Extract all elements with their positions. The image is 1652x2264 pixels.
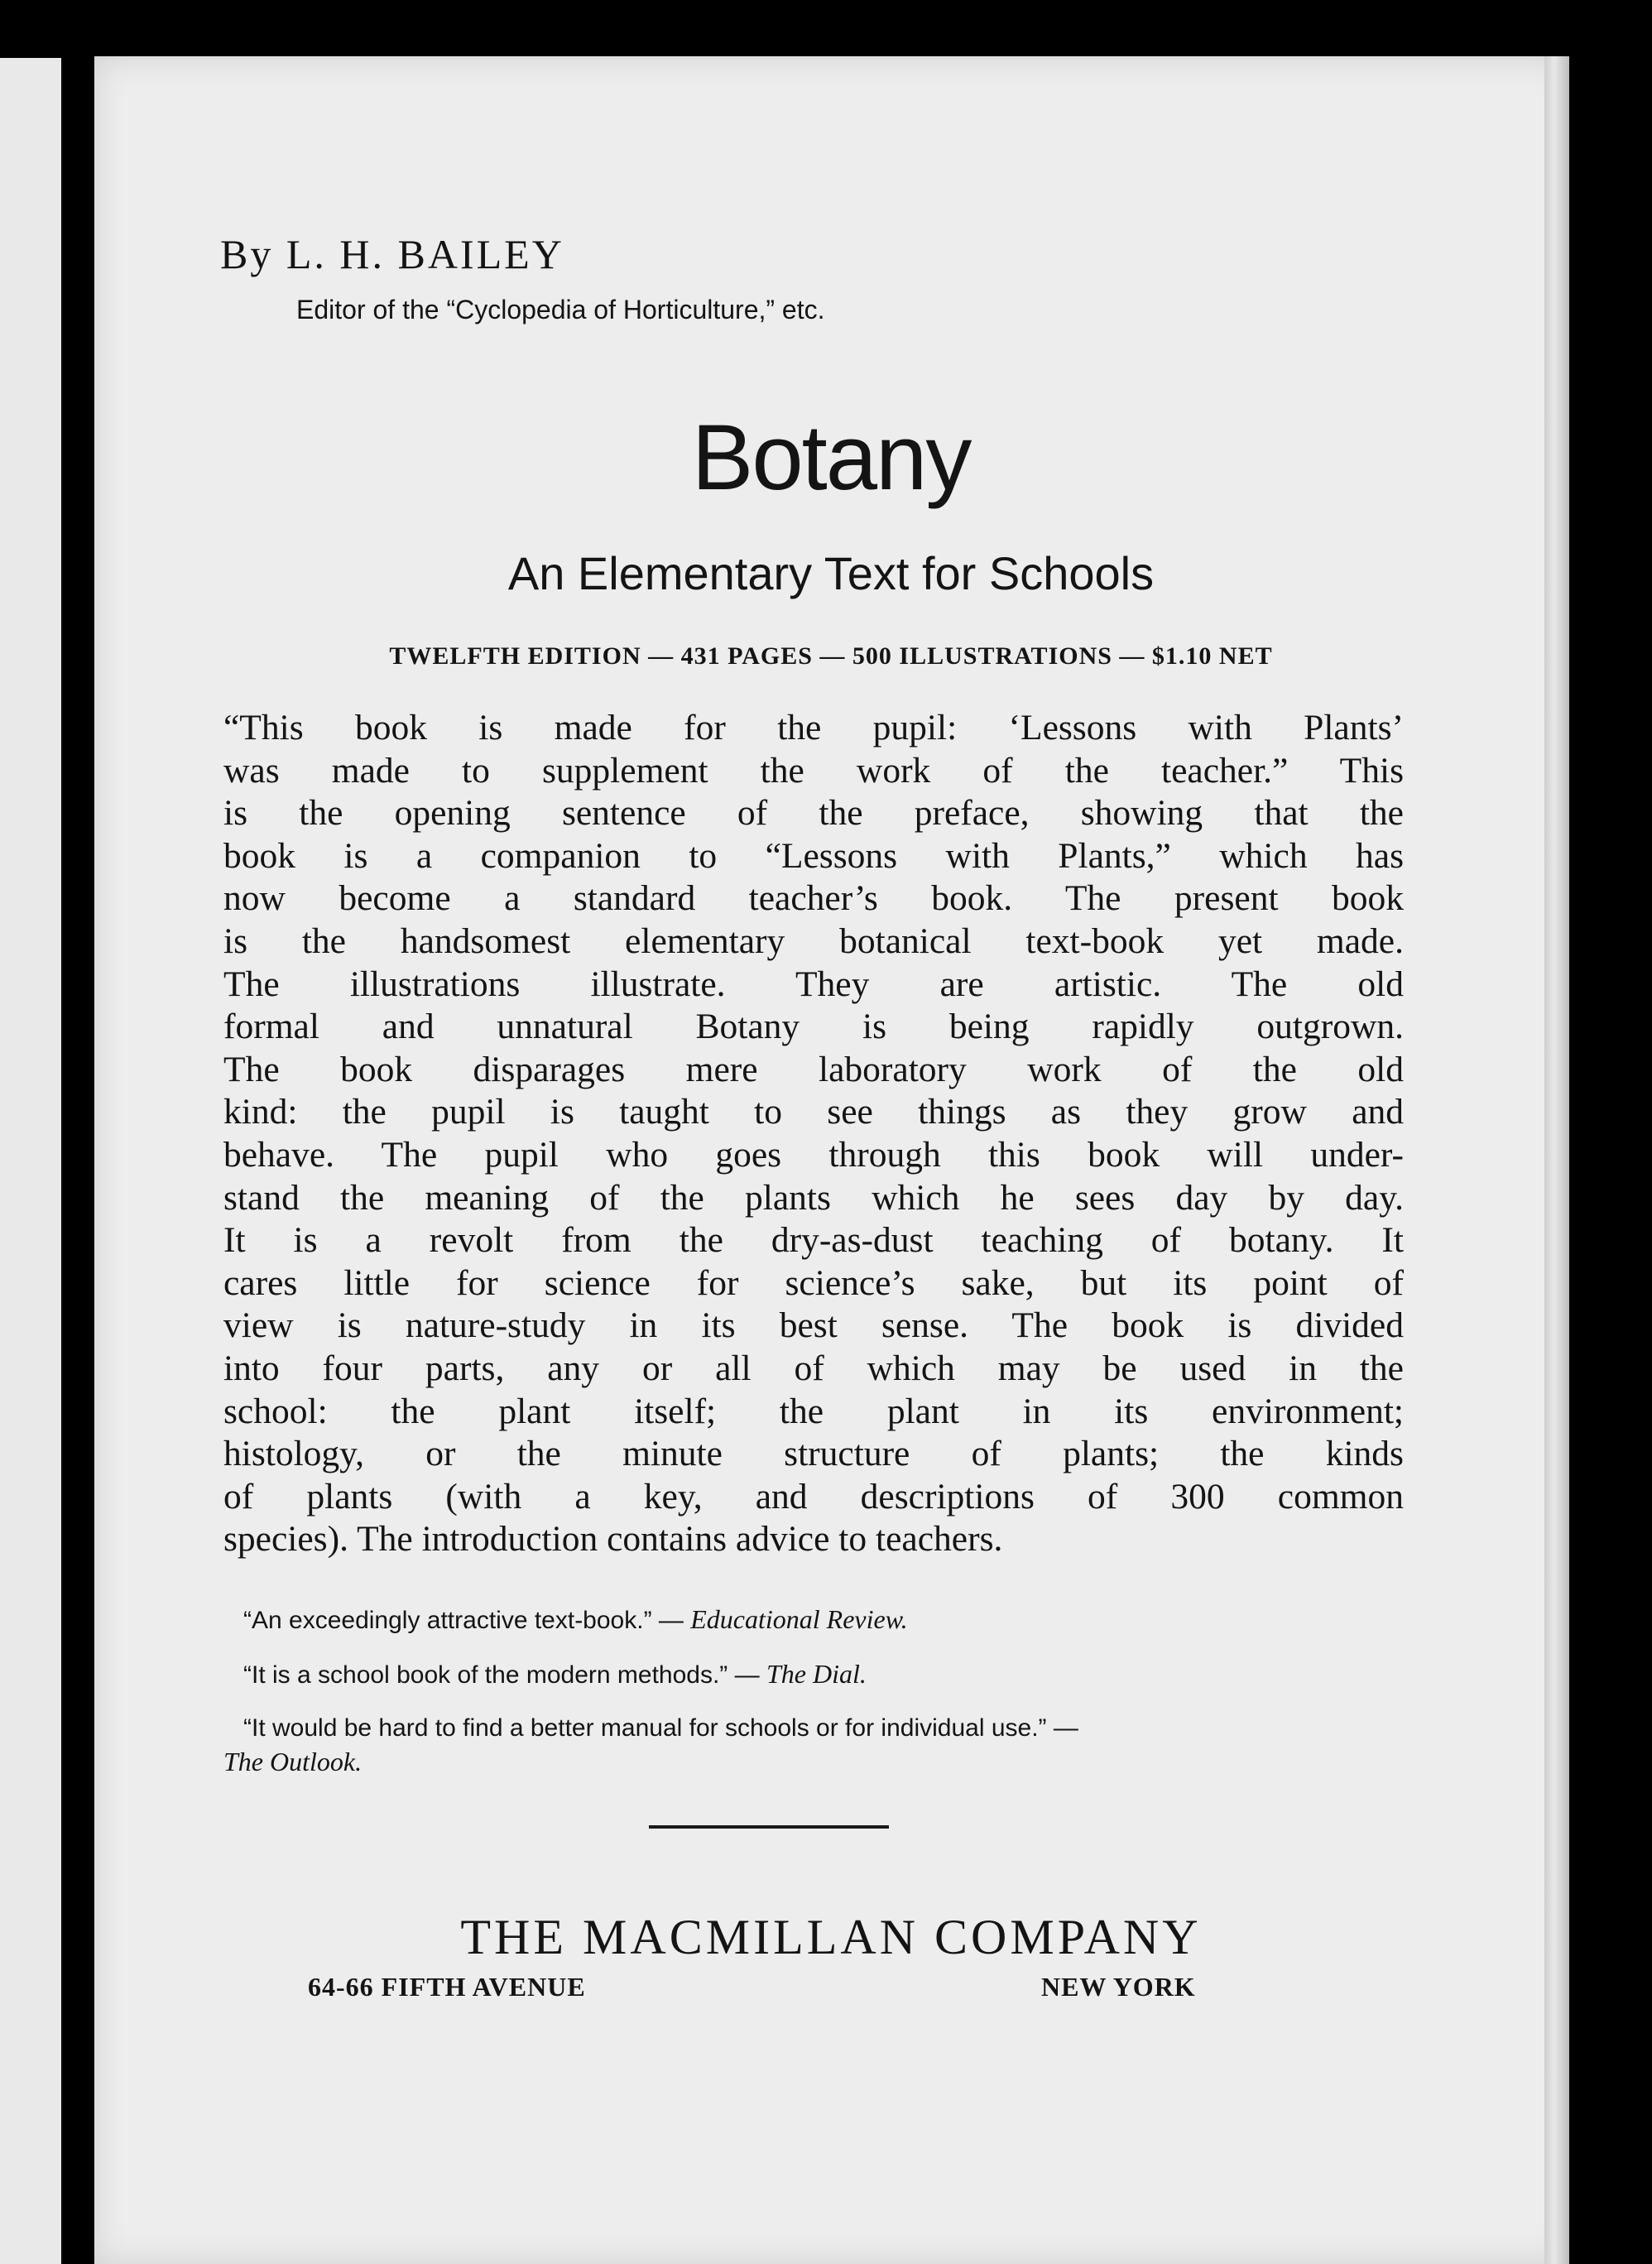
book-page: [94, 56, 1568, 2264]
publisher-address: 64-66 FIFTH AVENUE: [308, 1972, 586, 2002]
description-line: behave. The pupil who goes through this book will under-: [223, 1134, 1404, 1175]
description-line: histology, or the minute structure of plants; the kinds: [223, 1434, 1404, 1474]
book-description: [223, 707, 1404, 1561]
publisher-name: THE MACMILLAN COMPANY: [460, 1910, 1202, 1964]
description-line: formal and unnatural Botany is being rapidly outgrown.: [223, 1007, 1404, 1047]
book-subtitle: An Elementary Text for Schools: [507, 547, 1155, 599]
description-line: “This book is made for the pupil: ‘Lessons with Plants’: [223, 708, 1404, 747]
description-line: was made to supplement the work of the teacher.” This: [223, 750, 1404, 791]
divider-rule: [649, 1825, 889, 1829]
description-line: of plants (with a key, and descriptions of 300 common: [223, 1476, 1404, 1517]
review-quote: [243, 1657, 1402, 1692]
review-source: Educational Review.: [690, 1604, 908, 1634]
review-text: “It is a school book of the modern methods.” —: [243, 1661, 766, 1689]
book-title: Botany: [691, 406, 971, 509]
review-text: “It would be hard to find a better manual for schools or for individual use.” —: [243, 1714, 1078, 1742]
author-name: By L. H. BAILEY: [220, 231, 564, 277]
edition-details: TWELFTH EDITION — 431 PAGES — 500 ILLUSTRATIONS — $1.10 NET: [389, 642, 1273, 670]
review-text: “An exceedingly attractive text-book.” —: [243, 1607, 691, 1634]
description-line: is the opening sentence of the preface, showing that the: [223, 793, 1404, 834]
review-source: The Outlook.: [223, 1747, 363, 1776]
description-line: kind: the pupil is taught to see things as they grow and: [223, 1092, 1404, 1132]
publisher-city: NEW YORK: [1041, 1972, 1196, 2002]
description-line: The illustrations illustrate. They are artistic. The old: [223, 964, 1404, 1004]
description-line: cares little for science for science’s sake, but its point of: [223, 1262, 1404, 1303]
description-line: stand the meaning of the plants which he sees day by day.: [223, 1177, 1404, 1218]
author-credit: Editor of the “Cyclopedia of Horticulture,” etc.: [296, 295, 825, 324]
description-line: species). The introduction contains advice to teachers.: [223, 1519, 1003, 1560]
description-line: now become a standard teacher’s book. The present book: [223, 878, 1404, 919]
review-quote: [223, 1712, 1410, 1778]
description-line: It is a revolt from the dry-as-dust teaching of botany. It: [223, 1220, 1404, 1261]
description-line: school: the plant itself; the plant in its environment;: [223, 1391, 1404, 1431]
description-line: book is a companion to “Lessons with Plants,” which has: [223, 835, 1404, 876]
review-source: The Dial.: [766, 1659, 867, 1689]
description-line: The book disparages mere laboratory work of the old: [223, 1049, 1404, 1089]
review-quote: [243, 1603, 1402, 1637]
description-line: view is nature-study in its best sense. The book is divided: [223, 1305, 1404, 1346]
page-content: [94, 56, 1568, 2264]
description-line: is the handsomest elementary botanical text-book yet made.: [223, 921, 1404, 961]
page-binding-edge: [1544, 56, 1569, 2264]
description-line: into four parts, any or all of which may be used in the: [223, 1348, 1404, 1388]
adjacent-page-edge: [0, 58, 61, 2264]
